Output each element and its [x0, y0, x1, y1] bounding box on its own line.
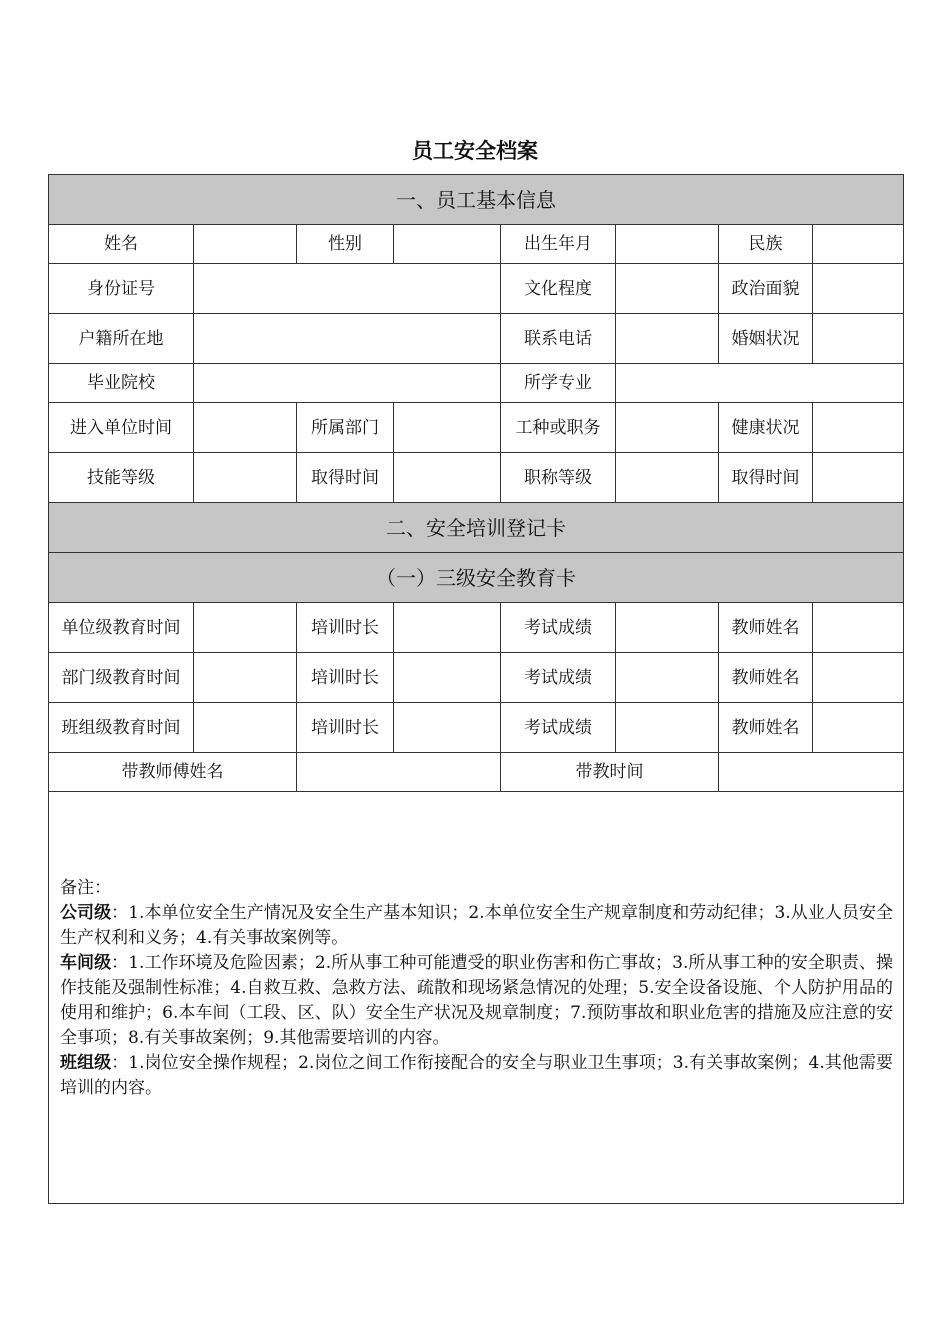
join-date-label: 进入单位时间 [49, 403, 194, 453]
teacher-label: 教师姓名 [719, 603, 813, 653]
job-field[interactable] [616, 403, 719, 453]
table-row [49, 314, 904, 364]
department-level-duration-field[interactable] [394, 653, 501, 703]
title-date-label: 取得时间 [719, 453, 813, 503]
title-level-field[interactable] [616, 453, 719, 503]
marital-label: 婚姻状况 [719, 314, 813, 364]
title-date-field[interactable] [813, 453, 904, 503]
table-row [49, 703, 904, 753]
section-three-level-header: （一）三级安全教育卡 [49, 553, 904, 603]
health-label: 健康状况 [719, 403, 813, 453]
name-label: 姓名 [49, 225, 194, 264]
notes-heading: 备注： [60, 878, 111, 898]
political-label: 政治面貌 [719, 264, 813, 314]
score-label: 考试成绩 [501, 653, 616, 703]
table-row [49, 225, 904, 264]
table-row [49, 264, 904, 314]
skill-date-label: 取得时间 [297, 453, 394, 503]
note-label: 公司级 [60, 903, 112, 923]
political-field[interactable] [813, 264, 904, 314]
major-field[interactable] [616, 364, 904, 403]
note-text: ：1.本单位安全生产情况及安全生产基本知识；2.本单位安全生产规章制度和劳动纪律；3.从业人员安全生产权利和义务；4.有关事故案例等。 [60, 903, 893, 948]
mentor-time-label: 带教时间 [501, 753, 719, 792]
id-number-field[interactable] [194, 264, 501, 314]
score-label: 考试成绩 [501, 603, 616, 653]
school-field[interactable] [194, 364, 501, 403]
table-row [49, 453, 904, 503]
team-level-duration-field[interactable] [394, 703, 501, 753]
section-three-level-row [49, 553, 904, 603]
company-level-duration-field[interactable] [394, 603, 501, 653]
department-level-teacher-field[interactable] [813, 653, 904, 703]
table-row [49, 603, 904, 653]
team-level-score-field[interactable] [616, 703, 719, 753]
birth-field[interactable] [616, 225, 719, 264]
teacher-label: 教师姓名 [719, 703, 813, 753]
page-title: 员工安全档案 [412, 139, 538, 163]
department-level-score-field[interactable] [616, 653, 719, 703]
table-row [49, 653, 904, 703]
hukou-field[interactable] [194, 314, 501, 364]
health-field[interactable] [813, 403, 904, 453]
id-number-label: 身份证号 [49, 264, 194, 314]
department-label: 所属部门 [297, 403, 394, 453]
notes-block [49, 792, 903, 1101]
table-row [49, 364, 904, 403]
company-level-time-field[interactable] [194, 603, 297, 653]
notes-cell [49, 792, 904, 1204]
ethnicity-field[interactable] [813, 225, 904, 264]
company-level-teacher-field[interactable] [813, 603, 904, 653]
duration-label: 培训时长 [297, 703, 394, 753]
skill-level-field[interactable] [194, 453, 297, 503]
section-training-header: 二、安全培训登记卡 [49, 503, 904, 553]
birth-label: 出生年月 [501, 225, 616, 264]
team-level-time-field[interactable] [194, 703, 297, 753]
gender-label: 性别 [297, 225, 394, 264]
ethnicity-label: 民族 [719, 225, 813, 264]
skill-level-label: 技能等级 [49, 453, 194, 503]
company-level-time-label: 单位级教育时间 [49, 603, 194, 653]
school-label: 毕业院校 [49, 364, 194, 403]
title-level-label: 职称等级 [501, 453, 616, 503]
safety-record-form [48, 174, 904, 1204]
mentor-name-field[interactable] [297, 753, 501, 792]
company-level-score-field[interactable] [616, 603, 719, 653]
education-field[interactable] [616, 264, 719, 314]
join-date-field[interactable] [194, 403, 297, 453]
section-basic-info-header: 一、员工基本信息 [49, 175, 904, 225]
mentor-name-label: 带教师傅姓名 [49, 753, 297, 792]
note-label: 车间级 [60, 953, 112, 973]
skill-date-field[interactable] [394, 453, 501, 503]
duration-label: 培训时长 [297, 653, 394, 703]
note-item-company [60, 901, 893, 951]
department-level-time-label: 部门级教育时间 [49, 653, 194, 703]
education-label: 文化程度 [501, 264, 616, 314]
job-label: 工种或职务 [501, 403, 616, 453]
notes-row [49, 792, 904, 1204]
note-text: ：1.岗位安全操作规程；2.岗位之间工作衔接配合的安全与职业卫生事项；3.有关事故案例；4.其他需要培训的内容。 [60, 1053, 893, 1098]
major-label: 所学专业 [501, 364, 616, 403]
gender-field[interactable] [394, 225, 501, 264]
mentor-time-field[interactable] [719, 753, 904, 792]
team-level-teacher-field[interactable] [813, 703, 904, 753]
duration-label: 培训时长 [297, 603, 394, 653]
section-training-row [49, 503, 904, 553]
teacher-label: 教师姓名 [719, 653, 813, 703]
note-text: ：1.工作环境及危险因素；2.所从事工种可能遭受的职业伤害和伤亡事故；3.所从事工种的安全职责、操作技能及强制性标准；4.自救互救、急救方法、疏散和现场紧急情况的处理；5.安全设备设施、个人防护用品的使用和维护；6.本车间（工段、区、队）安全生产状况及规章制度；7.预防事故和职业危害的措施及应注意的安全事项；8.有关事故案例；9.其他需要培训的内容。 [60, 953, 893, 1048]
section-basic-info-row [49, 175, 904, 225]
hukou-label: 户籍所在地 [49, 314, 194, 364]
table-row [49, 403, 904, 453]
note-item-team [60, 1051, 893, 1101]
table-row [49, 753, 904, 792]
note-item-workshop [60, 951, 893, 1051]
score-label: 考试成绩 [501, 703, 616, 753]
department-level-time-field[interactable] [194, 653, 297, 703]
department-field[interactable] [394, 403, 501, 453]
phone-field[interactable] [616, 314, 719, 364]
team-level-time-label: 班组级教育时间 [49, 703, 194, 753]
name-field[interactable] [194, 225, 297, 264]
marital-field[interactable] [813, 314, 904, 364]
phone-label: 联系电话 [501, 314, 616, 364]
note-label: 班组级 [60, 1053, 112, 1073]
